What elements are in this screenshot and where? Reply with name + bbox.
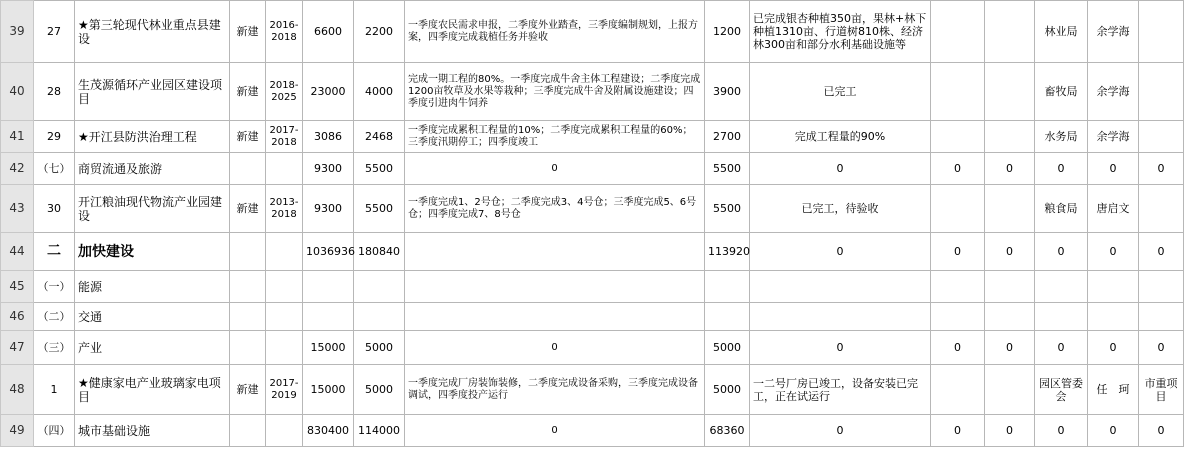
cell-note[interactable] [1139, 185, 1184, 233]
cell-seq[interactable]: （七） [34, 153, 75, 185]
cell-note[interactable]: 0 [1139, 331, 1184, 365]
cell-note[interactable] [1139, 271, 1184, 303]
row-header[interactable]: 43 [1, 185, 34, 233]
cell-period[interactable]: 2018-2025 [266, 63, 303, 121]
cell-plan[interactable]: 114000 [354, 415, 405, 447]
cell-unit[interactable] [1035, 303, 1088, 331]
cell-n1[interactable] [931, 185, 985, 233]
cell-unit[interactable]: 0 [1035, 331, 1088, 365]
cell-seq[interactable]: （二） [34, 303, 75, 331]
cell-done[interactable]: 5500 [705, 185, 750, 233]
cell-done[interactable]: 5000 [705, 365, 750, 415]
table-row[interactable] [1, 153, 1184, 185]
cell-done[interactable]: 1200 [705, 1, 750, 63]
cell-person[interactable] [1088, 271, 1139, 303]
row-header[interactable]: 41 [1, 121, 34, 153]
cell-n2[interactable] [985, 63, 1035, 121]
cell-note[interactable] [1139, 121, 1184, 153]
table-row[interactable] [1, 365, 1184, 415]
cell-n2[interactable]: 0 [985, 153, 1035, 185]
cell-progress[interactable] [405, 271, 705, 303]
cell-n2[interactable] [985, 185, 1035, 233]
table-row[interactable] [1, 415, 1184, 447]
cell-note[interactable]: 0 [1139, 233, 1184, 271]
cell-status[interactable] [750, 303, 931, 331]
cell-seq[interactable]: （三） [34, 331, 75, 365]
cell-plan[interactable]: 5000 [354, 365, 405, 415]
cell-progress[interactable]: 0 [405, 153, 705, 185]
cell-note[interactable]: 0 [1139, 153, 1184, 185]
cell-progress[interactable]: 一季度完成厂房装饰装修，二季度完成设备采购，三季度完成设备调试，四季度投产运行 [405, 365, 705, 415]
cell-plan[interactable]: 4000 [354, 63, 405, 121]
cell-plan[interactable]: 180840 [354, 233, 405, 271]
cell-progress[interactable] [405, 303, 705, 331]
cell-n1[interactable] [931, 365, 985, 415]
cell-unit[interactable]: 0 [1035, 233, 1088, 271]
row-header[interactable]: 46 [1, 303, 34, 331]
cell-type[interactable]: 新建 [230, 185, 266, 233]
table-body [1, 1, 1184, 447]
table-row[interactable] [1, 63, 1184, 121]
cell-unit[interactable]: 畜牧局 [1035, 63, 1088, 121]
cell-n2[interactable] [985, 1, 1035, 63]
cell-total[interactable] [303, 303, 354, 331]
cell-note[interactable]: 市重项目 [1139, 365, 1184, 415]
row-header[interactable]: 44 [1, 233, 34, 271]
cell-status[interactable]: 完成工程量的90% [750, 121, 931, 153]
cell-person[interactable]: 余学海 [1088, 63, 1139, 121]
cell-period[interactable] [266, 331, 303, 365]
cell-plan[interactable]: 5000 [354, 331, 405, 365]
cell-plan[interactable]: 2200 [354, 1, 405, 63]
cell-seq[interactable]: （一） [34, 271, 75, 303]
cell-total[interactable]: 3086 [303, 121, 354, 153]
cell-total[interactable] [303, 271, 354, 303]
cell-name[interactable]: 交通 [75, 303, 230, 331]
row-header[interactable]: 49 [1, 415, 34, 447]
cell-person[interactable]: 任 珂 [1088, 365, 1139, 415]
cell-n1[interactable]: 0 [931, 233, 985, 271]
cell-type[interactable] [230, 415, 266, 447]
row-header[interactable]: 39 [1, 1, 34, 63]
cell-unit[interactable] [1035, 271, 1088, 303]
cell-status[interactable]: 0 [750, 415, 931, 447]
cell-n1[interactable]: 0 [931, 331, 985, 365]
cell-type[interactable]: 新建 [230, 63, 266, 121]
cell-period[interactable] [266, 153, 303, 185]
cell-status[interactable]: 已完工 [750, 63, 931, 121]
row-header[interactable]: 48 [1, 365, 34, 415]
table-row[interactable] [1, 121, 1184, 153]
cell-period[interactable] [266, 415, 303, 447]
cell-n1[interactable] [931, 1, 985, 63]
cell-unit[interactable]: 园区管委会 [1035, 365, 1088, 415]
cell-person[interactable]: 余学海 [1088, 1, 1139, 63]
cell-total[interactable]: 23000 [303, 63, 354, 121]
cell-done[interactable]: 5000 [705, 331, 750, 365]
cell-progress[interactable]: 完成一期工程的80%。一季度完成牛舍主体工程建设；二季度完成1200亩牧草及水果等栽种；三季度完成牛舍及附属设施建设；四季度引进肉牛饲养 [405, 63, 705, 121]
cell-progress[interactable]: 一季度农民需求申报，二季度外业踏查，三季度编制规划，上报方案，四季度完成栽植任务并验收 [405, 1, 705, 63]
cell-name[interactable]: 能源 [75, 271, 230, 303]
cell-done[interactable]: 5500 [705, 153, 750, 185]
cell-plan[interactable] [354, 303, 405, 331]
cell-person[interactable]: 0 [1088, 331, 1139, 365]
cell-type[interactable] [230, 271, 266, 303]
cell-n1[interactable]: 0 [931, 415, 985, 447]
cell-progress[interactable]: 一季度完成1、2号仓；二季度完成3、4号仓；三季度完成5、6号仓；四季度完成7、8号仓 [405, 185, 705, 233]
cell-type[interactable]: 新建 [230, 121, 266, 153]
cell-total[interactable]: 830400 [303, 415, 354, 447]
cell-done[interactable]: 2700 [705, 121, 750, 153]
cell-type[interactable]: 新建 [230, 1, 266, 63]
cell-type[interactable] [230, 233, 266, 271]
cell-name[interactable]: 开江粮油现代物流产业园建设 [75, 185, 230, 233]
cell-status[interactable]: 0 [750, 153, 931, 185]
cell-n2[interactable]: 0 [985, 331, 1035, 365]
cell-n1[interactable] [931, 63, 985, 121]
cell-status[interactable] [750, 271, 931, 303]
cell-total[interactable]: 1036936 [303, 233, 354, 271]
cell-person[interactable]: 0 [1088, 233, 1139, 271]
cell-person[interactable] [1088, 303, 1139, 331]
cell-n2[interactable]: 0 [985, 233, 1035, 271]
cell-period[interactable] [266, 303, 303, 331]
cell-name[interactable]: 加快建设 [75, 233, 230, 271]
cell-seq[interactable]: 29 [34, 121, 75, 153]
cell-n2[interactable] [985, 121, 1035, 153]
table-row[interactable] [1, 185, 1184, 233]
cell-name[interactable]: ★第三轮现代林业重点县建设 [75, 1, 230, 63]
cell-status[interactable]: 0 [750, 233, 931, 271]
cell-unit[interactable]: 0 [1035, 415, 1088, 447]
table-row[interactable] [1, 331, 1184, 365]
cell-status[interactable]: 已完成银杏种植350亩，果林+林下种植1310亩、行道树810株、经济林300亩和部分水利基础设施等 [750, 1, 931, 63]
cell-type[interactable] [230, 153, 266, 185]
cell-person[interactable]: 唐启文 [1088, 185, 1139, 233]
row-header[interactable]: 40 [1, 63, 34, 121]
cell-n1[interactable]: 0 [931, 153, 985, 185]
cell-n1[interactable] [931, 303, 985, 331]
cell-plan[interactable] [354, 271, 405, 303]
table-row[interactable] [1, 271, 1184, 303]
cell-period[interactable]: 2016-2018 [266, 1, 303, 63]
cell-progress[interactable]: 一季度完成累积工程量的10%；二季度完成累积工程量的60%；三季度汛期停工；四季度竣工 [405, 121, 705, 153]
cell-type[interactable] [230, 331, 266, 365]
cell-person[interactable]: 0 [1088, 153, 1139, 185]
cell-total[interactable]: 9300 [303, 153, 354, 185]
cell-n2[interactable] [985, 303, 1035, 331]
cell-person[interactable]: 0 [1088, 415, 1139, 447]
cell-total[interactable]: 15000 [303, 365, 354, 415]
cell-n2[interactable] [985, 365, 1035, 415]
cell-seq[interactable]: 30 [34, 185, 75, 233]
cell-unit[interactable]: 林业局 [1035, 1, 1088, 63]
cell-name[interactable]: 产业 [75, 331, 230, 365]
cell-done[interactable] [705, 303, 750, 331]
cell-status[interactable]: 一二号厂房已竣工，设备安装已完工，正在试运行 [750, 365, 931, 415]
row-header[interactable]: 42 [1, 153, 34, 185]
cell-unit[interactable]: 0 [1035, 153, 1088, 185]
row-header[interactable]: 45 [1, 271, 34, 303]
cell-total[interactable]: 6600 [303, 1, 354, 63]
cell-type[interactable]: 新建 [230, 365, 266, 415]
cell-plan[interactable]: 2468 [354, 121, 405, 153]
cell-total[interactable]: 9300 [303, 185, 354, 233]
cell-progress[interactable]: 0 [405, 415, 705, 447]
cell-n1[interactable] [931, 121, 985, 153]
cell-name[interactable]: ★健康家电产业玻璃家电项目 [75, 365, 230, 415]
cell-progress[interactable]: 0 [405, 331, 705, 365]
cell-n2[interactable]: 0 [985, 415, 1035, 447]
cell-note[interactable] [1139, 303, 1184, 331]
cell-progress[interactable] [405, 233, 705, 271]
cell-seq[interactable]: 28 [34, 63, 75, 121]
cell-name[interactable]: 商贸流通及旅游 [75, 153, 230, 185]
cell-period[interactable]: 2013-2018 [266, 185, 303, 233]
cell-done[interactable]: 3900 [705, 63, 750, 121]
cell-name[interactable]: 城市基础设施 [75, 415, 230, 447]
cell-name[interactable]: ★开江县防洪治理工程 [75, 121, 230, 153]
table-row[interactable] [1, 303, 1184, 331]
cell-status[interactable]: 已完工，待验收 [750, 185, 931, 233]
cell-note[interactable] [1139, 1, 1184, 63]
cell-period[interactable]: 2017-2018 [266, 121, 303, 153]
cell-period[interactable] [266, 271, 303, 303]
cell-period[interactable] [266, 233, 303, 271]
cell-period[interactable]: 2017-2019 [266, 365, 303, 415]
cell-unit[interactable]: 水务局 [1035, 121, 1088, 153]
cell-seq[interactable]: 27 [34, 1, 75, 63]
cell-note[interactable] [1139, 63, 1184, 121]
cell-seq[interactable]: 二 [34, 233, 75, 271]
cell-done[interactable]: 68360 [705, 415, 750, 447]
cell-n2[interactable] [985, 271, 1035, 303]
table-row[interactable] [1, 1, 1184, 63]
cell-plan[interactable]: 5500 [354, 153, 405, 185]
cell-type[interactable] [230, 303, 266, 331]
cell-name[interactable]: 生茂源循环产业园区建设项目 [75, 63, 230, 121]
cell-status[interactable]: 0 [750, 331, 931, 365]
cell-plan[interactable]: 5500 [354, 185, 405, 233]
cell-unit[interactable]: 粮食局 [1035, 185, 1088, 233]
row-header[interactable]: 47 [1, 331, 34, 365]
cell-done[interactable]: 113920 [705, 233, 750, 271]
table-row[interactable] [1, 233, 1184, 271]
cell-seq[interactable]: 1 [34, 365, 75, 415]
cell-n1[interactable] [931, 271, 985, 303]
cell-done[interactable] [705, 271, 750, 303]
cell-total[interactable]: 15000 [303, 331, 354, 365]
cell-note[interactable]: 0 [1139, 415, 1184, 447]
cell-seq[interactable]: （四） [34, 415, 75, 447]
cell-person[interactable]: 余学海 [1088, 121, 1139, 153]
